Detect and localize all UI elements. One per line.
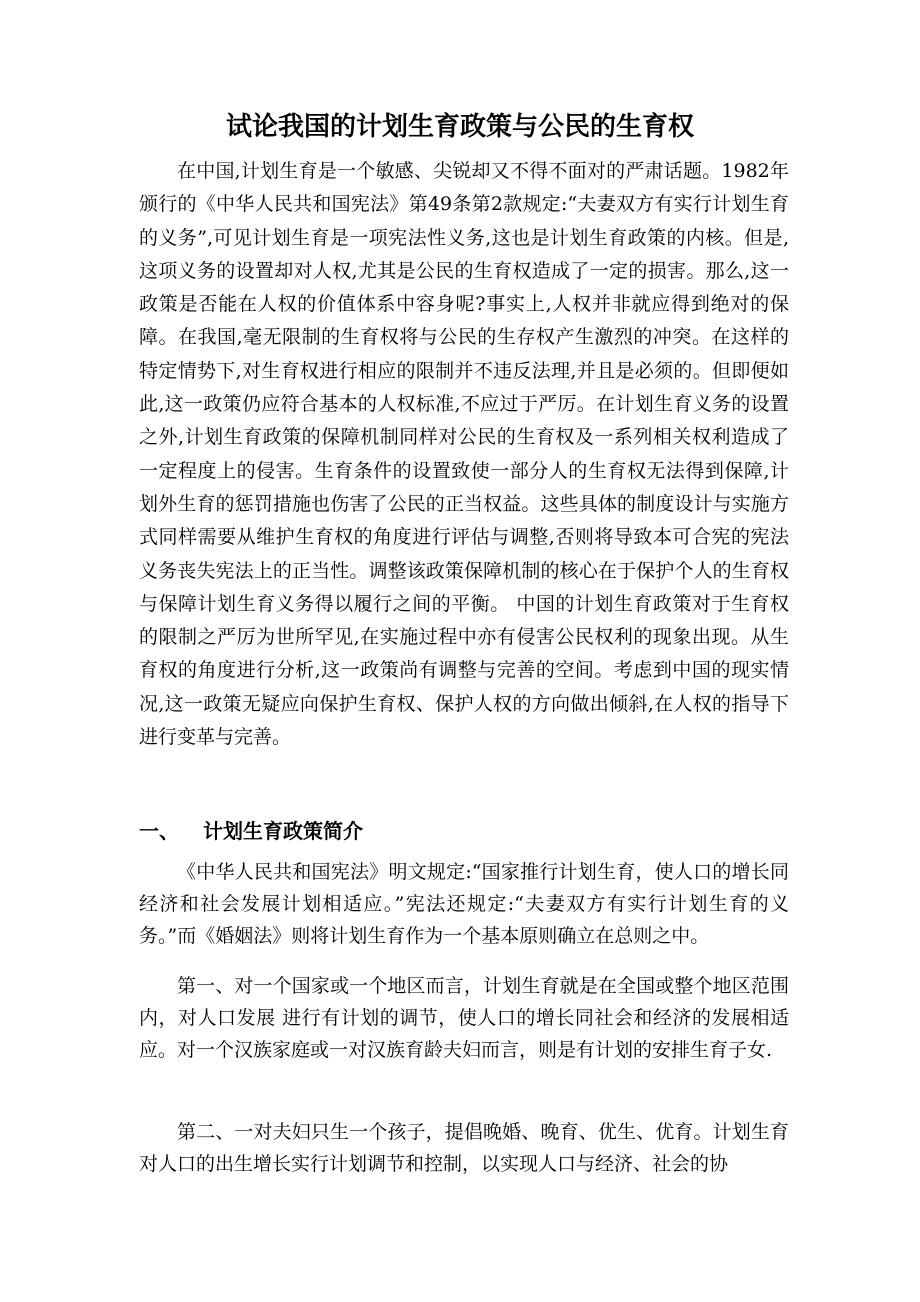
body-paragraph-constitution: 《中华人民共和国宪法》明文规定:“国家推行计划生育，使人口的增长同经济和社会发展计划相适应。”宪法还规定:“夫妻双方有实行计划生育的义务。”而《婚姻法》则将计划生育作为一个基本原则确立在总则之中。 [139,861,789,948]
body-paragraph-first: 第一、对一个国家或一个地区而言，计划生育就是在全国或整个地区范围内，对人口发展 进行有计划的调节，使人口的增长同社会和经济的发展相适应。对一个汉族家庭或一对汉族育龄夫妇而言，则是有计划的安排生育子女. [139,975,789,1062]
document-title: 试论我国的计划生育政策与公民的生育权 [225,112,694,142]
section-heading [139,815,789,847]
section-number: 一、 [139,819,179,843]
body-paragraph-second: 第二、一对夫妇只生一个孩子，提倡晚婚、晚育、优生、优育。计划生育对人口的出生增长实行计划调节和控制，以实现人口与经济、社会的协 [139,1121,789,1176]
section-title: 计划生育政策简介 [203,819,363,843]
intro-paragraph: 在中国,计划生育是一个敏感、尖锐却又不得不面对的严肃话题。1982年颁行的《中华人民共和国宪法》第49条第2款规定:“夫妻双方有实行计划生育的义务”,可见计划生育是一项宪法性义务,这也是计划生育政策的内核。但是,这项义务的设置却对人权,尤其是公民的生育权造成了一定的损害。那么,这一政策是否能在人权的价值体系中容身呢?事实上,人权并非就应得到绝对的保障。在我国,毫无限制的生育权将与公民的生存权产生激烈的冲突。在这样的特定情势下,对生育权进行相应的限制并不违反法理,并且是必须的。但即便如此,这一政策仍应符合基本的人权标准,不应过于严厉。在计划生育义务的设置之外,计划生育政策的保障机制同样对公民的生育权及一系列相关权利造成了一定程度上的侵害。生育条件的设置致使一部分人的生育权无法得到保障,计划外生育的惩罚措施也伤害了公民的正当权益。这些具体的制度设计与实施方式同样需要从维护生育权的角度进行评估与调整,否则将导致本可合宪的宪法义务丧失宪法上的正当性。调整该政策保障机制的核心在于保护个人的生育权与保障计划生育义务得以履行之间的平衡。 中国的计划生育政策对于生育权的限制之严厉为世所罕见,在实施过程中亦有侵害公民权利的现象出现。从生育权的角度进行分析,这一政策尚有调整与完善的空间。考虑到中国的现实情况,这一政策无疑应向保护生育权、保护人权的方向做出倾斜,在人权的指导下进行变革与完善。 [139,160,789,749]
